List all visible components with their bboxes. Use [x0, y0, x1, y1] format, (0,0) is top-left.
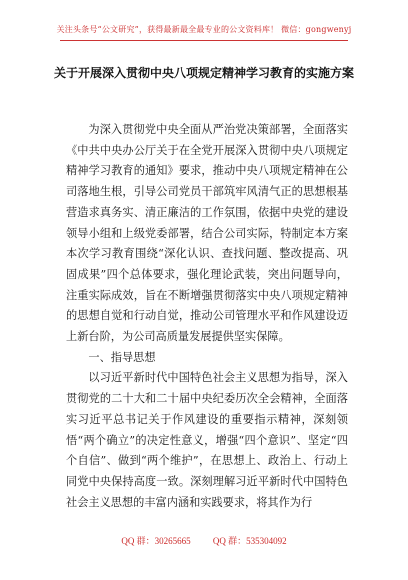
- footer-qq-group-1: QQ 群：30265665: [121, 536, 191, 546]
- footer: [0, 534, 408, 547]
- section-heading-guiding-ideology: 一、指导思想: [88, 350, 156, 364]
- footer-qq-group-2: QQ 群：535304092: [212, 536, 287, 546]
- document-title: 关于开展深入贯彻中央八项规定精神学习教育的实施方案: [53, 66, 354, 80]
- header-note: 关注头条号“公文研究”，获得最新最全最专业的公文资料库！ 微信：gongwenyj: [56, 25, 352, 34]
- section-1-paragraph: 以习近平新时代中国特色社会主义思想为指导，深入贯彻党的二十大和二十届中央纪委历次全会精神，全面落实习近平总书记关于作风建设的重要指示精神，深刻领悟“两个确立”的决定性意义，增强“四个意识”、坚定“四个自信”、做到“两个维护”，在思想上、政治上、行动上同党中央保持高度一致。深刻理解习近平新时代中国特色社会主义思想的丰富内涵和实践要求，将其作为行: [66, 371, 348, 509]
- document-body: [66, 120, 348, 513]
- intro-paragraph: 为深入贯彻党中央全面从严治党决策部署，全面落实《中共中央办公厅关于在全党开展深入贯彻中央八项规定精神学习教育的通知》要求，推动中央八项规定精神在公司落地生根，引导公司党员干部筑牢风清气正的思想根基营造求真务实、清正廉洁的工作氛围，依据中央党的建设领导小组和上级党委部署，结合公司实际，特制定本方案本次学习教育围绕“深化认识、查找问题、整改提高、巩固成果”四个总体要求，强化理论武装，突出问题导向，注重实际成效，旨在不断增强贯彻落实中央八项规定精神的思想自觉和行动自觉，推动公司管理水平和作风建设迈上新台阶，为公司高质量发展提供坚实保障。: [66, 123, 348, 344]
- header-divider: [60, 40, 348, 41]
